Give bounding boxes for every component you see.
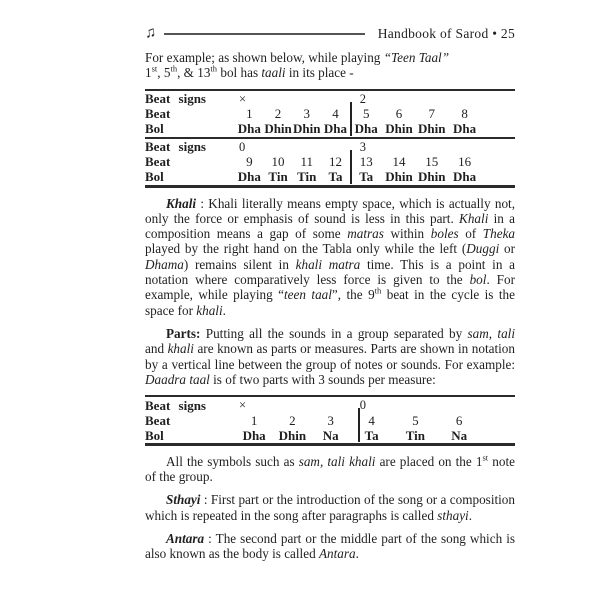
beat-cell: 6	[395, 106, 403, 122]
beat-row	[145, 107, 515, 122]
sthayi-paragraph: Sthayi : First part or the introduction of the song or a composition which is repeated in the song after paragraphs is called sthayi.	[145, 492, 515, 523]
bol-cell: Dha	[237, 121, 261, 137]
page-content	[144, 23, 516, 562]
beat-row	[145, 155, 515, 170]
bol-cell: Dha	[237, 169, 261, 185]
page-header	[144, 23, 515, 42]
beat-sign-tali: 3	[359, 139, 367, 154]
bol-cell: Dha	[453, 169, 477, 185]
bol-cell: Dhin	[385, 169, 413, 185]
beat-cell: 14	[392, 154, 406, 170]
bol-cell: Na	[322, 427, 339, 443]
beat-cell: 9	[246, 154, 253, 170]
beat-cell: 15	[425, 154, 439, 170]
beat-cell: 4	[332, 106, 339, 122]
beat-cell: 11	[300, 154, 314, 170]
row-label-beat: Beat	[145, 154, 171, 170]
beat-cell: 16	[458, 154, 472, 170]
teen-taal-section-2	[145, 139, 515, 185]
row-label-beat-signs: Beat signs	[145, 397, 206, 413]
bol-cell: Tin	[297, 169, 317, 185]
beat-cell: 3	[327, 412, 334, 428]
header-rule	[164, 33, 364, 35]
khali-paragraph: Khali : Khali literally means empty space, which is actually not, only the force or emphasis of sound is less in this part. Khali in a composition means a gap of some matras within boles of Theka played by the right hand on the Tabla only while the left (Duggi or Dhama) remains silent in khali matra time. This is a point in a notation where comparatively less force is given to the bol. For example, while playing “teen taal”, the 9th beat in the cycle is the space for khali.	[145, 195, 516, 318]
music-note-icon: ♫	[144, 23, 157, 42]
symbols-paragraph: All the symbols such as sam, tali khali are placed on the 1st note of the group.	[145, 452, 515, 484]
bol-cell: Dhin	[278, 427, 307, 443]
bol-cell: Dha	[323, 121, 348, 137]
beat-sign-sam: ×	[239, 398, 247, 413]
parts-paragraph: Parts: Putting all the sounds in a group separated by sam, tali and khali are known as parts or measures. Parts are shown in notation by a vertical line between the group of notes or sounds. For example: Daadra taal is of two parts with 3 sounds per measure:	[145, 325, 515, 387]
beat-sign-tali: 2	[359, 91, 367, 106]
row-label-bol: Bol	[145, 427, 164, 443]
beat-cell: 13	[359, 154, 373, 170]
intro-paragraph: For example; as shown below, while playing “Teen Taal” 1st, 5th, & 13th bol has taali in its place -	[145, 50, 450, 81]
beat-cell: 2	[289, 412, 296, 428]
beat-sign-khali: 0	[359, 398, 367, 413]
beat-cell: 5	[412, 412, 419, 428]
teen-taal-table	[145, 89, 515, 188]
measure-divider	[350, 150, 352, 184]
beat-cell: 10	[271, 154, 285, 170]
bol-cell: Ta	[328, 169, 343, 185]
bol-cell: Dha	[453, 121, 477, 137]
beat-signs-row	[145, 92, 515, 107]
beat-cell: 1	[250, 412, 258, 428]
beat-cell: 12	[328, 154, 342, 170]
measure-divider	[350, 102, 352, 136]
beat-sign-sam: ×	[239, 91, 247, 106]
beat-cell: 7	[428, 106, 436, 122]
row-label-beat: Beat	[145, 412, 171, 428]
beat-signs-row	[145, 398, 515, 413]
bol-row	[145, 428, 515, 443]
bol-cell: Tin	[268, 169, 288, 185]
bol-row	[145, 122, 515, 137]
beat-cell: 5	[362, 106, 370, 122]
beat-cell: 4	[368, 412, 375, 428]
daadra-taal-table	[145, 395, 515, 446]
bol-cell: Dhin	[293, 121, 321, 137]
bol-cell: Dhin	[385, 121, 413, 137]
row-label-beat-signs: Beat signs	[145, 91, 206, 107]
bol-row	[145, 170, 515, 185]
row-label-beat: Beat	[145, 106, 171, 122]
teen-taal-section-1	[145, 91, 515, 137]
beat-cell: 3	[303, 106, 310, 122]
bol-cell: Dhin	[264, 121, 292, 137]
measure-divider	[358, 408, 360, 442]
bol-cell: Dhin	[418, 121, 446, 137]
bol-cell: Tin	[405, 427, 426, 443]
beat-cell: 1	[246, 106, 253, 122]
beat-cell: 8	[461, 106, 468, 122]
beat-signs-row	[145, 140, 515, 155]
row-label-beat-signs: Beat signs	[145, 139, 206, 155]
row-label-bol: Bol	[145, 121, 164, 137]
page-title: Handbook of Sarod • 25	[377, 26, 515, 41]
beat-sign-khali: 0	[239, 139, 246, 154]
row-label-bol: Bol	[145, 169, 164, 185]
bol-cell: Dha	[242, 427, 266, 443]
bol-cell: Dhin	[418, 169, 446, 185]
daadra-section	[145, 397, 515, 443]
antara-paragraph: Antara : The second part or the middle part of the song which is also known as the body is called Antara.	[145, 530, 515, 562]
bol-cell: Dha	[354, 121, 378, 137]
beat-cell: 6	[455, 412, 463, 428]
beat-row	[145, 413, 515, 428]
bol-cell: Ta	[359, 169, 374, 185]
beat-cell: 2	[274, 106, 282, 122]
bol-cell: Na	[451, 427, 468, 443]
bol-cell: Ta	[364, 427, 379, 443]
